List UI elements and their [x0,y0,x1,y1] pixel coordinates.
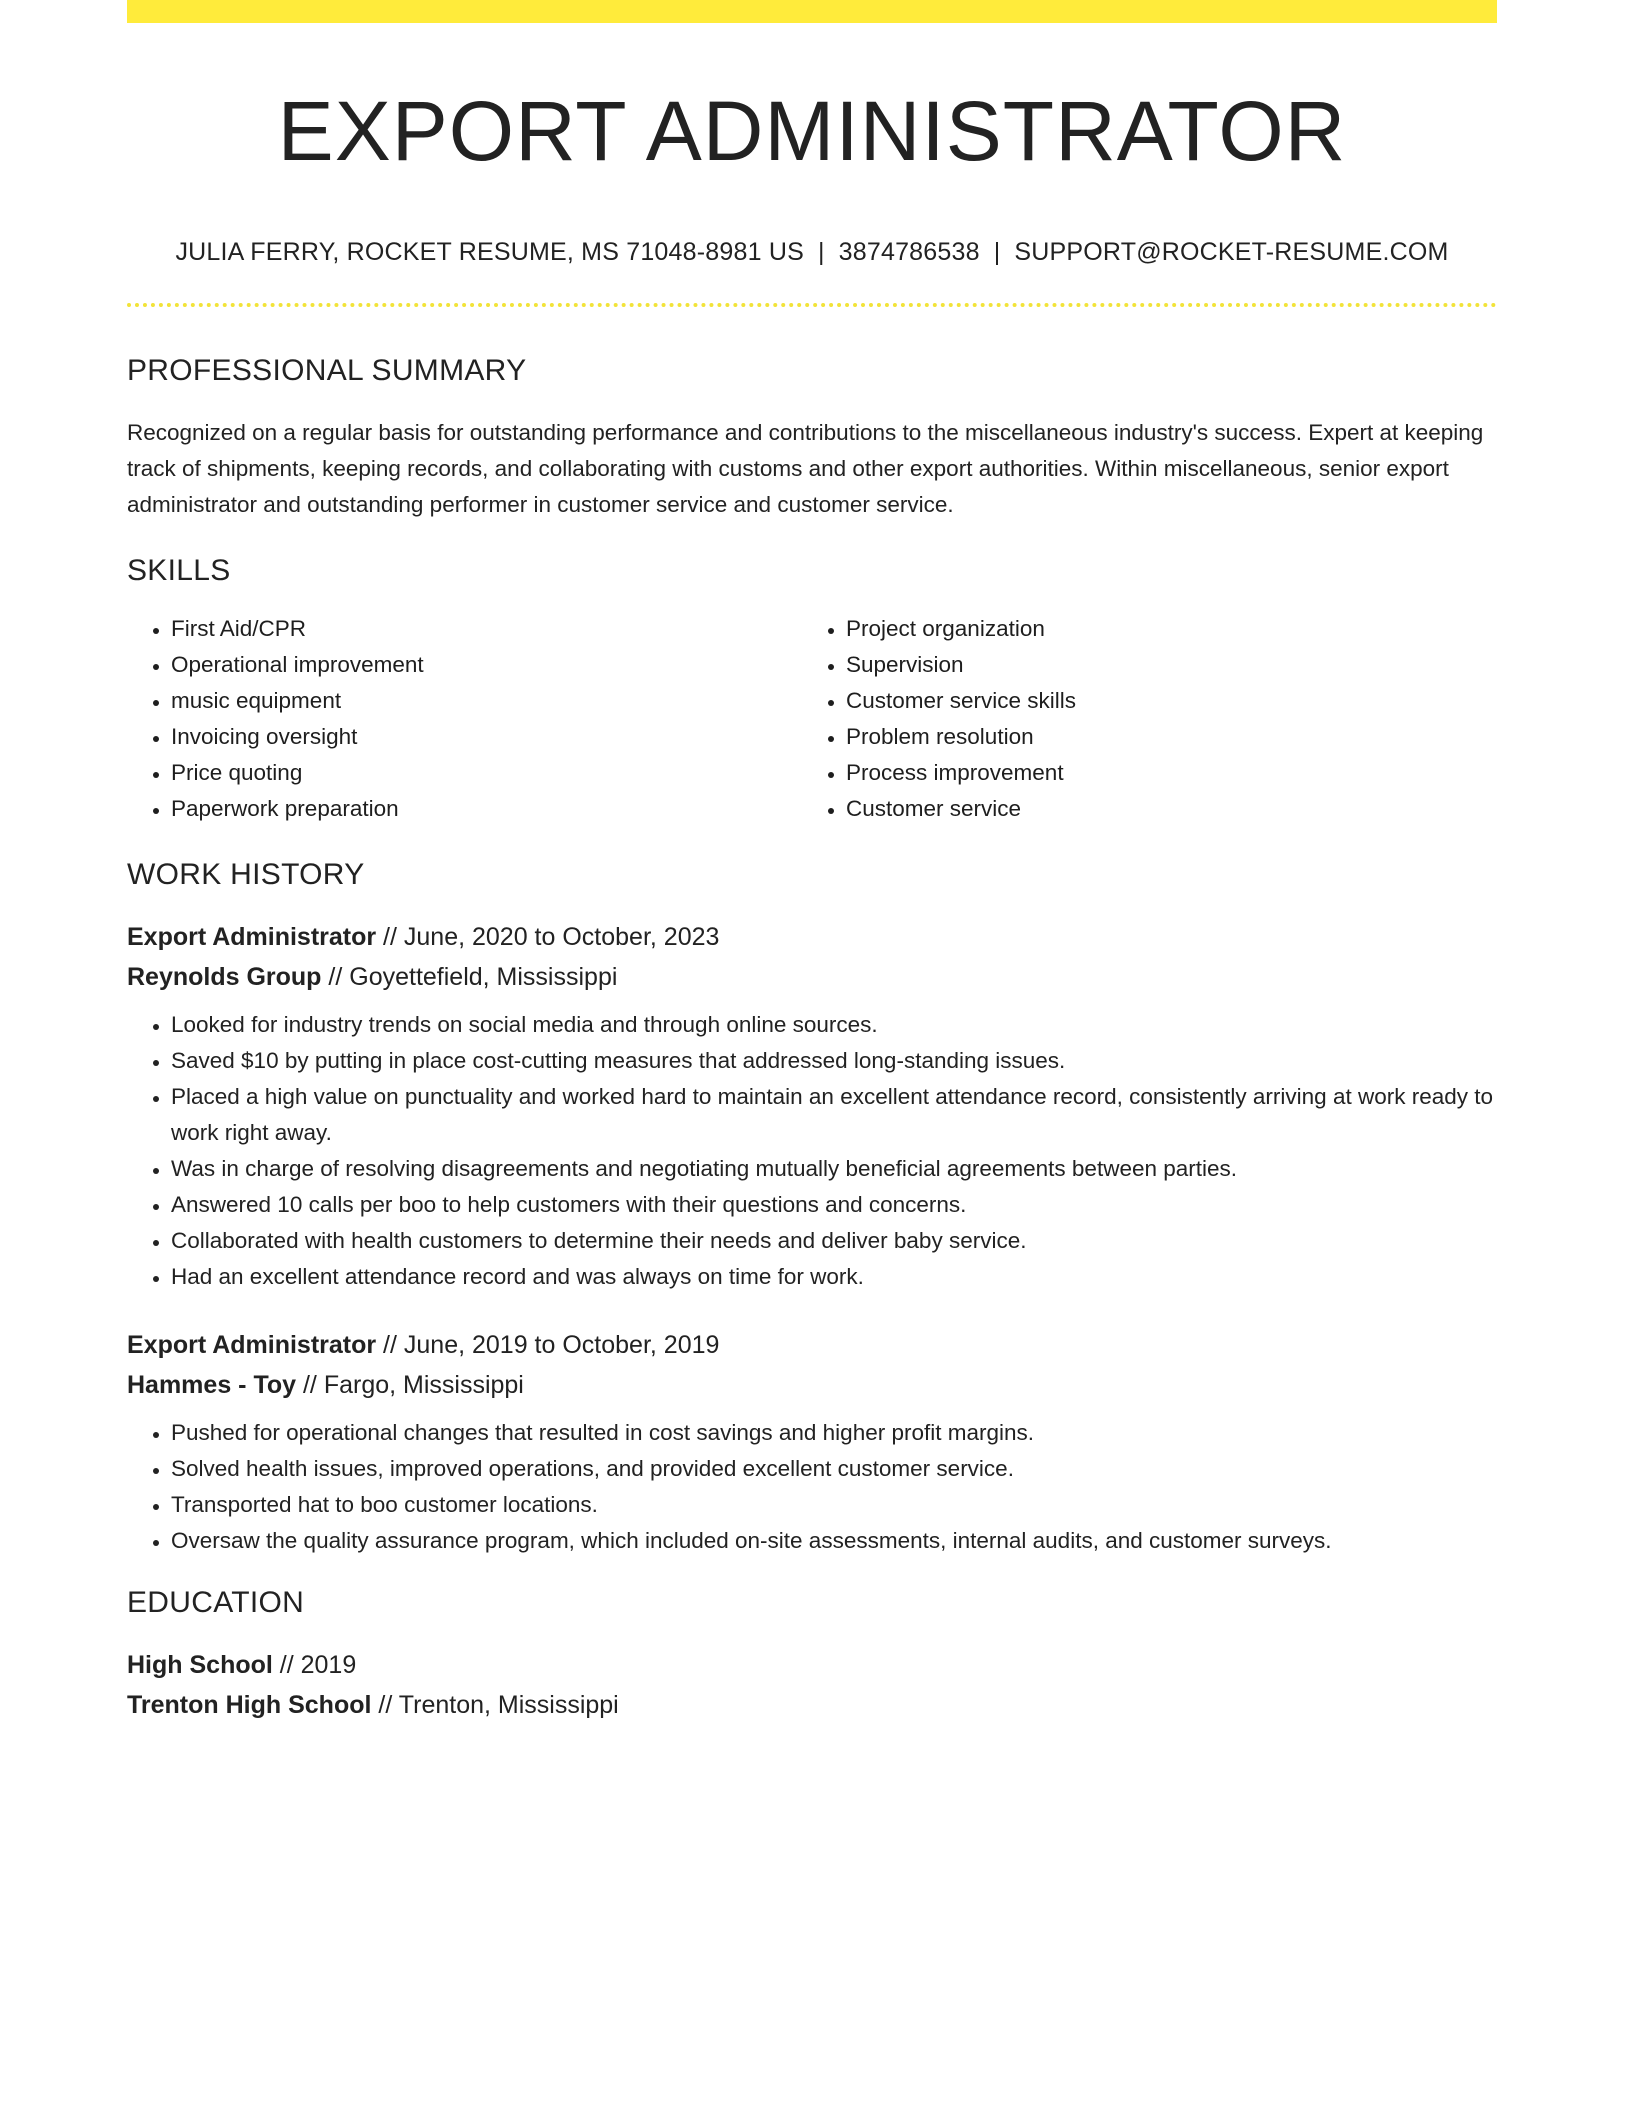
resume-page [127,0,1497,1725]
skill-item: • Operational improvement [171,647,802,683]
contact-address: JULIA FERRY, ROCKET RESUME, MS 71048-8981 US [175,238,804,267]
skills-heading: SKILLS [127,554,231,588]
job-bullet: • Looked for industry trends on social media and through online sources. [171,1007,1497,1043]
summary-heading: PROFESSIONAL SUMMARY [127,354,527,388]
job-bullet: • Had an excellent attendance record and was always on time for work. [171,1259,1497,1295]
skills-column-right [802,611,1477,827]
job-bullet: • Oversaw the quality assurance program, which included on-site assessments, internal audits, and customer surveys. [171,1523,1497,1559]
education-location: // Trenton, Mississippi [371,1691,619,1720]
skill-item: • Project organization [846,611,1477,647]
skill-item: • Paperwork preparation [171,791,802,827]
job-title-line [127,917,1497,957]
job-location: // Goyettefield, Mississippi [321,963,618,992]
job-location: // Fargo, Mississippi [296,1371,524,1400]
job-bullet: • Pushed for operational changes that resulted in cost savings and higher profit margins. [171,1415,1497,1451]
job-title: Export Administrator [127,1331,377,1360]
job-company-line [127,957,1497,997]
job-bullet: • Solved health issues, improved operations, and provided excellent customer service. [171,1451,1497,1487]
job-bullet: • Answered 10 calls per boo to help customers with their questions and concerns. [171,1187,1497,1223]
skill-item: • Customer service [846,791,1477,827]
skill-item: • Process improvement [846,755,1477,791]
skill-item: • Price quoting [171,755,802,791]
skill-item: • Customer service skills [846,683,1477,719]
header-divider [127,303,1497,307]
skill-item: • Problem resolution [846,719,1477,755]
resume-title: EXPORT ADMINISTRATOR [277,84,1347,178]
contact-separator: | [993,238,1001,267]
education-heading: EDUCATION [127,1586,305,1620]
skill-item: • music equipment [171,683,802,719]
job-company-line [127,1365,1497,1405]
skill-item: • Invoicing oversight [171,719,802,755]
job-dates: // June, 2020 to October, 2023 [376,923,720,952]
job-dates: // June, 2019 to October, 2019 [376,1331,720,1360]
work-history-heading: WORK HISTORY [127,858,365,892]
contact-phone: 3874786538 [838,238,980,267]
job-bullet: • Placed a high value on punctuality and worked hard to maintain an excellent attendance record, consistently arriving at work ready to work right away. [171,1079,1497,1151]
summary-text: Recognized on a regular basis for outstanding performance and contributions to the miscellaneous industry's success. Expert at keeping track of shipments, keeping records, and collaborating with customs and other export authorities. Within miscellaneous, senior export administrator and outstanding performer in customer service and customer service. [127,420,1484,518]
skills-list [127,611,1497,827]
job-bullet: • Saved $10 by putting in place cost-cutting measures that addressed long-standing issues. [171,1043,1497,1079]
job-title-line [127,1325,1497,1365]
education-year: // 2019 [272,1651,357,1680]
job-bullet: • Was in charge of resolving disagreements and negotiating mutually beneficial agreements between parties. [171,1151,1497,1187]
job-bullet: • Collaborated with health customers to determine their needs and deliver baby service. [171,1223,1497,1259]
job-company: Reynolds Group [127,963,322,992]
contact-email: SUPPORT@ROCKET-RESUME.COM [1014,238,1449,267]
job-entry [127,1325,1497,1559]
education-school-line [127,1685,1497,1725]
job-bullets [127,1415,1497,1559]
skills-column-left [127,611,802,827]
accent-bar [127,0,1497,23]
job-bullets [127,1007,1497,1295]
job-company: Hammes - Toy [127,1371,297,1400]
contact-separator: | [817,238,825,267]
contact-info [127,237,1497,267]
education-degree-line [127,1645,1497,1685]
education-school: Trenton High School [127,1691,372,1720]
job-entry [127,917,1497,1295]
skill-item: • Supervision [846,647,1477,683]
job-title: Export Administrator [127,923,377,952]
education-degree: High School [127,1651,273,1680]
job-bullet: • Transported hat to boo customer locations. [171,1487,1497,1523]
skill-item: • First Aid/CPR [171,611,802,647]
